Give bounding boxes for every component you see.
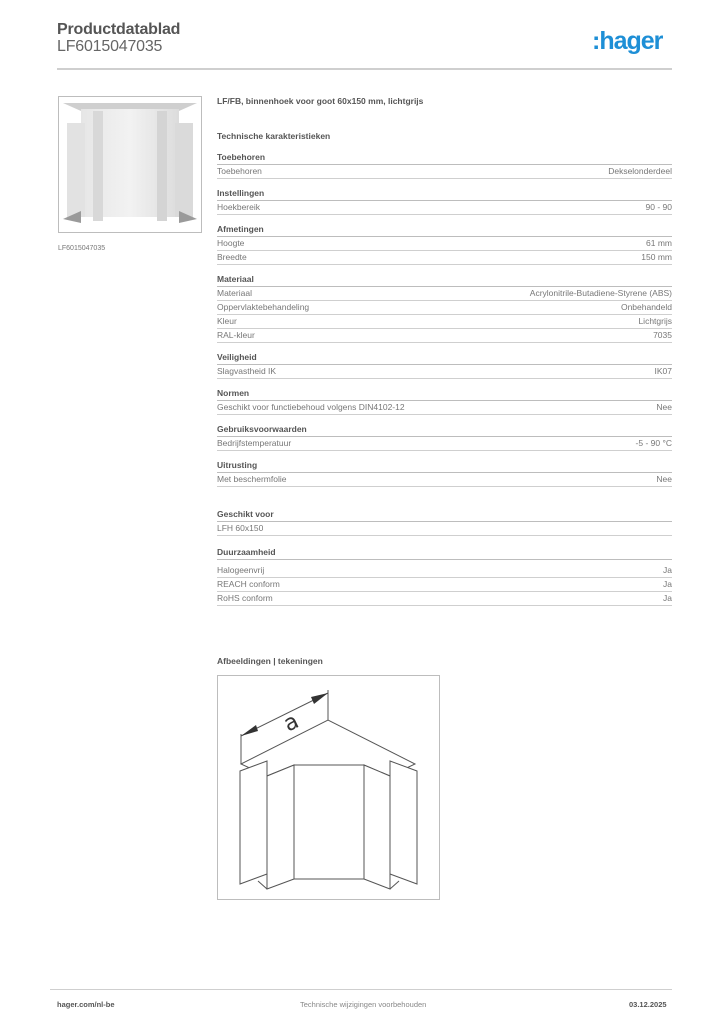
spec-value: Ja: [663, 565, 672, 575]
spec-value: Ja: [663, 593, 672, 603]
spec-label: Hoekbereik: [217, 202, 260, 212]
spec-row: [217, 522, 672, 536]
spec-label: LFH 60x150: [217, 523, 264, 533]
spec-row: [217, 165, 672, 179]
spec-label: RAL-kleur: [217, 330, 255, 340]
spec-value: Nee: [656, 474, 672, 484]
drawings-title: Afbeeldingen | tekeningen: [217, 656, 323, 666]
spec-value: 7035: [653, 330, 672, 340]
inner-corner-drawing-icon: [218, 676, 439, 899]
spec-label: Met beschermfolie: [217, 474, 287, 484]
section-heading: Materiaal: [217, 274, 672, 287]
section-heading: Duurzaamheid: [217, 547, 672, 560]
spec-value: 90 - 90: [645, 202, 672, 212]
section-heading: Geschikt voor: [217, 509, 672, 522]
spec-value: Lichtgrijs: [638, 316, 672, 326]
product-description: LF/FB, binnenhoek voor goot 60x150 mm, lichtgrijs: [217, 96, 424, 106]
footer-date: 03.12.2025: [629, 1000, 667, 1009]
spec-row: [217, 301, 672, 315]
spec-label: Bedrijfstemperatuur: [217, 438, 292, 448]
spec-row: [217, 564, 672, 578]
spec-value: -5 - 90 °C: [635, 438, 672, 448]
tech-characteristics-title: Technische karakteristieken: [217, 131, 331, 141]
spec-row: [217, 315, 672, 329]
section-heading: Uitrusting: [217, 460, 672, 473]
spec-row: [217, 365, 672, 379]
spec-value: 61 mm: [646, 238, 672, 248]
section-heading: Gebruiksvoorwaarden: [217, 424, 672, 437]
spec-label: Geschikt voor functiebehoud volgens DIN4102-12: [217, 402, 405, 412]
spec-value: IK07: [654, 366, 672, 376]
page-title: Productdatablad: [57, 21, 181, 38]
spec-row: [217, 578, 672, 592]
spec-value: 150 mm: [641, 252, 672, 262]
section-instellingen: [217, 188, 672, 215]
product-photo: [58, 96, 202, 233]
footer-divider: [50, 989, 672, 990]
section-materiaal: [217, 274, 672, 343]
section-heading: Normen: [217, 388, 672, 401]
spec-label: REACH conform: [217, 579, 280, 589]
spec-row: [217, 592, 672, 606]
spec-label: Toebehoren: [217, 166, 262, 176]
spec-row: [217, 437, 672, 451]
section-geschikt-voor: [217, 509, 672, 536]
spec-row: [217, 287, 672, 301]
spec-row: [217, 473, 672, 487]
section-heading: Veiligheid: [217, 352, 672, 365]
spec-label: RoHS conform: [217, 593, 273, 603]
spec-label: Materiaal: [217, 288, 252, 298]
hager-logo: :hager: [592, 27, 663, 55]
website-link[interactable]: hager.com/nl-be: [57, 1000, 115, 1009]
section-uitrusting: [217, 460, 672, 487]
section-gebruiksvoorwaarden: [217, 424, 672, 451]
spec-row: [217, 201, 672, 215]
svg-text:a: a: [279, 708, 303, 738]
spec-label: Halogeenvrij: [217, 565, 265, 575]
product-image-caption: LF6015047035: [58, 245, 106, 252]
header-divider: [57, 68, 672, 70]
section-heading: Toebehoren: [217, 152, 672, 165]
spec-value: Ja: [663, 579, 672, 589]
section-normen: [217, 388, 672, 415]
spec-label: Kleur: [217, 316, 237, 326]
spec-row: [217, 329, 672, 343]
section-heading: Instellingen: [217, 188, 672, 201]
spec-label: Hoogte: [217, 238, 245, 248]
spec-content: [217, 96, 672, 606]
spec-label: Slagvastheid IK: [217, 366, 277, 376]
product-code: LF6015047035: [57, 38, 163, 55]
section-heading: Afmetingen: [217, 224, 672, 237]
section-afmetingen: [217, 224, 672, 265]
spec-label: Breedte: [217, 252, 247, 262]
footer-disclaimer: Technische wijzigingen voorbehouden: [300, 1000, 427, 1009]
spec-value: Acrylonitrile-Butadiene-Styrene (ABS): [529, 288, 672, 298]
spec-row: [217, 237, 672, 251]
spec-value: Nee: [656, 402, 672, 412]
spec-label: Oppervlaktebehandeling: [217, 302, 310, 312]
section-toebehoren: [217, 152, 672, 179]
spec-row: [217, 251, 672, 265]
technical-drawing: [217, 675, 440, 900]
section-veiligheid: [217, 352, 672, 379]
inner-corner-photo-icon: [59, 97, 201, 232]
spec-value: Dekselonderdeel: [608, 166, 672, 176]
spec-row: [217, 401, 672, 415]
section-duurzaamheid: [217, 547, 672, 606]
spec-value: Onbehandeld: [620, 302, 672, 312]
